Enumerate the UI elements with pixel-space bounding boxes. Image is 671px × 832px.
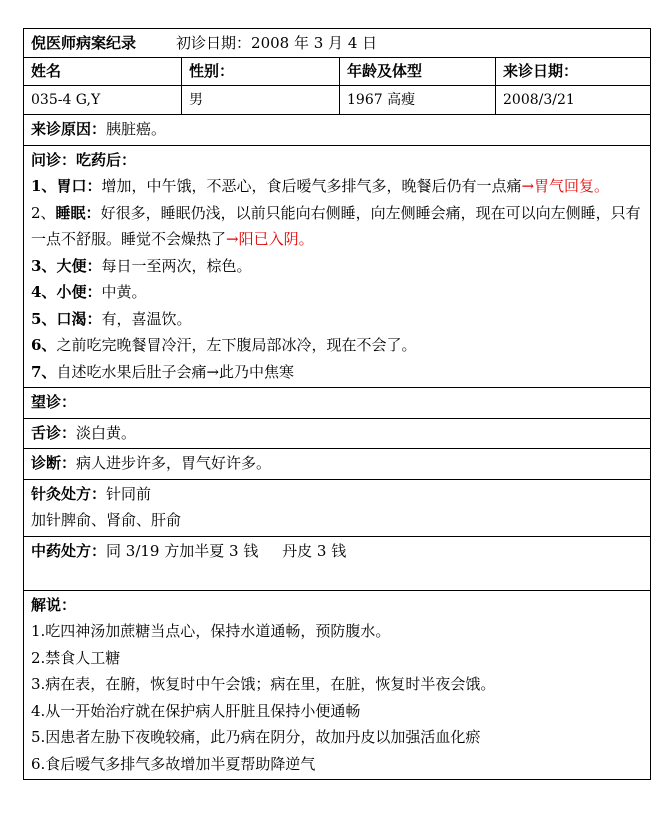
acupuncture-row bbox=[24, 479, 651, 536]
inquiry-item-text: 每日一至两次，棕色。 bbox=[101, 256, 252, 275]
acupuncture-label: 针灸处方： bbox=[31, 484, 107, 503]
inquiry-item-text: 有，喜温饮。 bbox=[101, 309, 192, 328]
acupuncture-text: 针同前 bbox=[106, 484, 152, 503]
inquiry-item-number: 6、 bbox=[31, 336, 57, 354]
explanation-label: 解说： bbox=[31, 595, 77, 614]
inquiry-list bbox=[31, 173, 643, 385]
reason-row bbox=[24, 115, 651, 146]
explanation-item: 2.禁食人工糖 bbox=[31, 648, 121, 667]
explanation-item: 1.吃四神汤加蔗糖当点心，保持水道通畅，预防腹水。 bbox=[31, 622, 391, 640]
inquiry-item-text: 好很多，睡眠仍浅，以前只能向右侧睡，向左侧睡会痛，现在可以向左侧睡，只有一点不舒服。睡觉不会燥热了 bbox=[31, 203, 641, 248]
diagnosis-label: 诊断： bbox=[31, 454, 77, 472]
inquiry-label: 问诊：吃药后： bbox=[31, 150, 137, 169]
explanation-item: 6.食后嗳气多排气多故增加半夏帮助降逆气 bbox=[31, 754, 316, 773]
inquiry-item bbox=[31, 332, 643, 359]
medical-record bbox=[23, 28, 650, 780]
record-table bbox=[23, 28, 651, 780]
inquiry-item-key: 小便： bbox=[56, 283, 102, 301]
inquiry-item-number: 3、 bbox=[31, 256, 57, 275]
reason-label: 来诊原因： bbox=[31, 120, 107, 138]
explanation-list bbox=[31, 618, 643, 777]
tongue-row bbox=[24, 418, 651, 449]
patient-gender: 男 bbox=[182, 86, 340, 115]
tongue-text: 淡白黄。 bbox=[76, 423, 137, 442]
tongue-label: 舌诊： bbox=[31, 423, 77, 442]
header-name: 姓名 bbox=[24, 58, 182, 86]
inquiry-row bbox=[24, 145, 651, 388]
explanation-row bbox=[24, 590, 651, 780]
explanation-item: 3.病在表，在腑，恢复时中午会饿；病在里，在脏，恢复时半夜会饿。 bbox=[31, 675, 496, 693]
first-visit-label: 初诊日期： bbox=[176, 34, 252, 52]
acupuncture-extra: 加针脾俞、肾俞、肝俞 bbox=[31, 511, 182, 529]
inquiry-item bbox=[31, 306, 643, 333]
inquiry-item-text: 增加，中午饿，不恶心，食后嗳气多排气多，晚餐后仍有一点痛 bbox=[101, 177, 522, 195]
patient-row bbox=[24, 86, 651, 115]
patient-visit-date: 2008/3/21 bbox=[496, 86, 651, 115]
diagnosis-text: 病人进步许多，胃气好许多。 bbox=[76, 454, 272, 472]
inquiry-item bbox=[31, 173, 643, 200]
inquiry-item-key: 大便： bbox=[56, 256, 102, 275]
explanation-item: 4.从一开始治疗就在保护病人肝脏且保持小便通畅 bbox=[31, 701, 361, 720]
inquiry-item-text: 之前吃完晚餐冒冷汗，左下腹局部冰冷，现在不会了。 bbox=[56, 336, 417, 354]
inquiry-item-key: 口渴： bbox=[56, 309, 102, 328]
inquiry-item-number: 2、 bbox=[31, 203, 56, 222]
reason-text: 胰脏癌。 bbox=[106, 120, 167, 138]
inquiry-item-number: 5、 bbox=[31, 309, 57, 328]
inquiry-item-note: →阳已入阴。 bbox=[226, 230, 314, 248]
inquiry-item-text: 中黄。 bbox=[101, 283, 147, 301]
diagnosis-row bbox=[24, 449, 651, 480]
header-row bbox=[24, 58, 651, 86]
inquiry-item bbox=[31, 200, 643, 253]
inquiry-item bbox=[31, 359, 643, 386]
patient-id: 035-4 G,Y bbox=[24, 86, 182, 115]
observation-row bbox=[24, 388, 651, 419]
inquiry-item-number: 1、 bbox=[31, 177, 57, 195]
herbal-row bbox=[24, 536, 651, 590]
observation-label: 望诊： bbox=[31, 393, 77, 411]
title-row bbox=[24, 29, 651, 58]
inquiry-item-number: 4、 bbox=[31, 283, 57, 301]
inquiry-item bbox=[31, 253, 643, 280]
header-visit-date: 来诊日期： bbox=[496, 58, 651, 86]
first-visit-date: 2008 年 3 月 4 日 bbox=[251, 34, 378, 52]
inquiry-item bbox=[31, 279, 643, 306]
explanation-item: 5.因患者左胁下夜晚较痛，此乃病在阴分，故加丹皮以加强活血化瘀 bbox=[31, 728, 481, 746]
patient-age-body: 1967 高瘦 bbox=[340, 86, 496, 115]
record-title: 倪医师病案纪录 bbox=[31, 34, 137, 52]
header-age: 年龄及体型 bbox=[340, 58, 496, 86]
inquiry-item-key: 胃口： bbox=[56, 177, 102, 195]
herbal-label: 中药处方： bbox=[31, 541, 107, 560]
inquiry-item-number: 7、 bbox=[31, 362, 57, 381]
inquiry-item-note: →胃气回复。 bbox=[521, 177, 610, 195]
herbal-text: 同 3/19 方加半夏 3 钱 丹皮 3 钱 bbox=[106, 541, 347, 560]
inquiry-item-key: 睡眠： bbox=[55, 203, 101, 222]
inquiry-item-text: 自述吃水果后肚子会痛→此乃中焦寒 bbox=[56, 362, 295, 381]
header-gender: 性别： bbox=[182, 58, 340, 86]
